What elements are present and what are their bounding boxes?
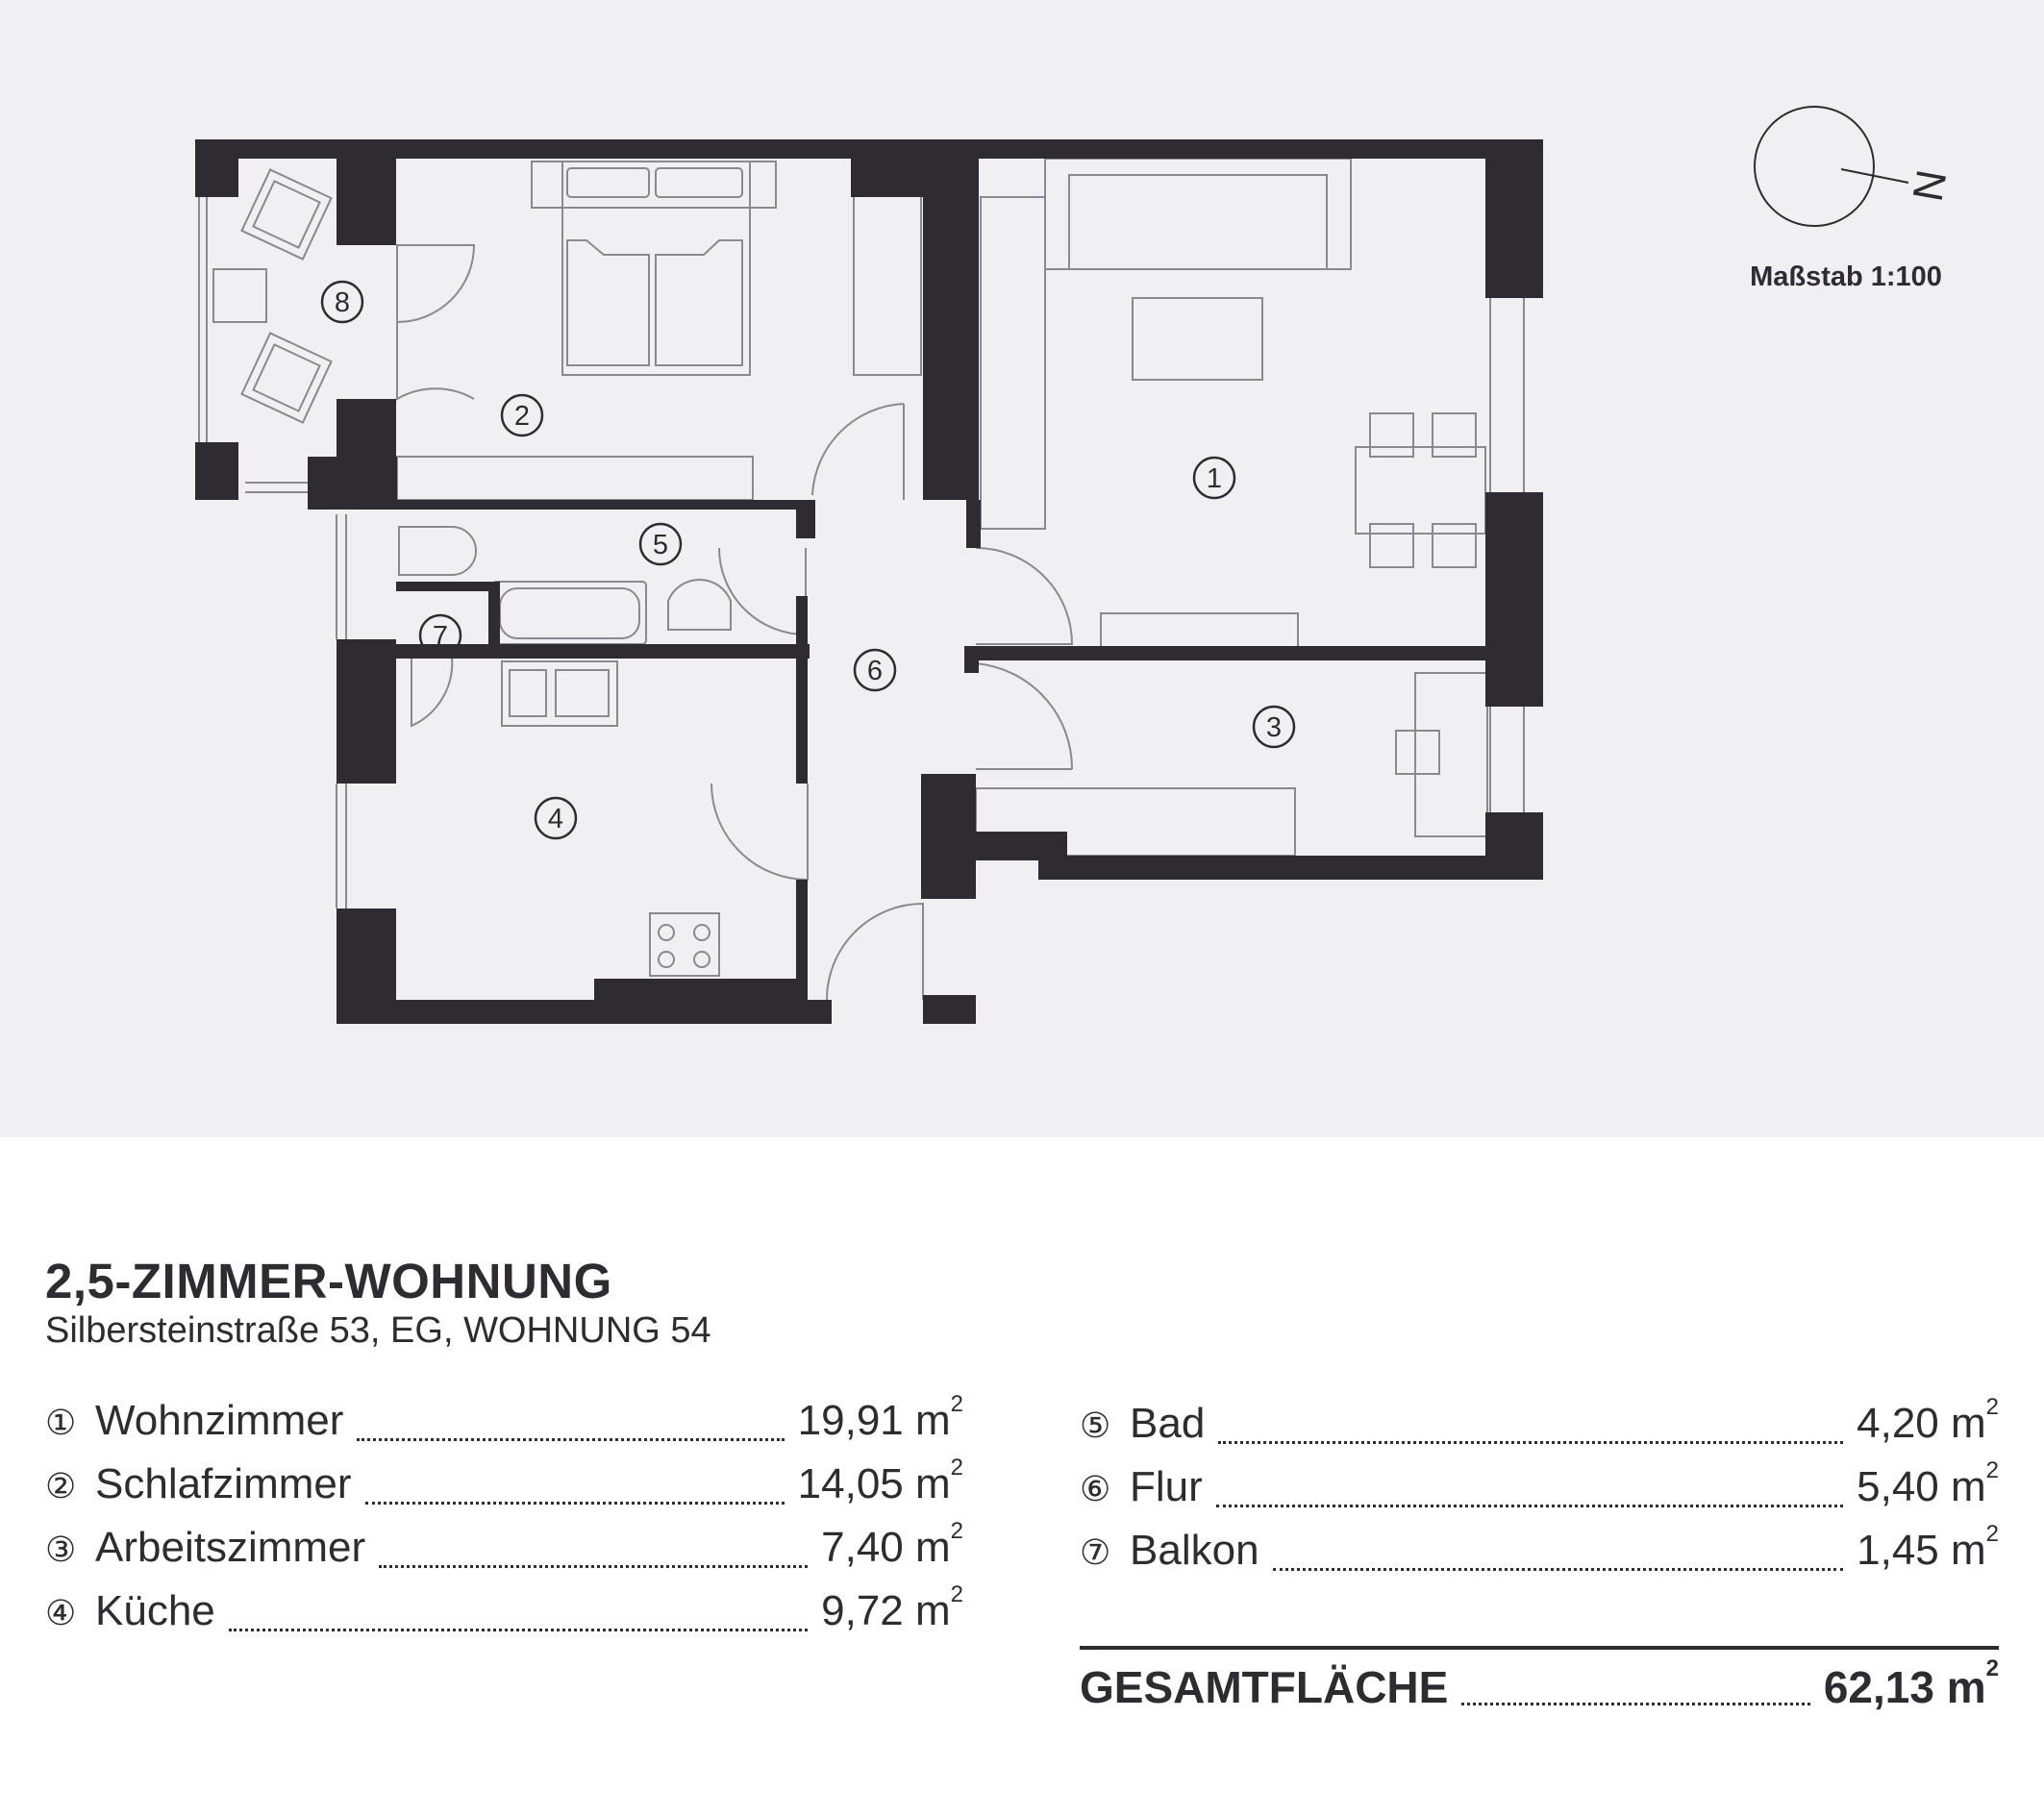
room-area: 5,40 $m^2$	[1857, 1457, 1999, 1510]
room-area: 4,20 $m^2$	[1857, 1394, 1999, 1447]
room-mark: ⑥	[1080, 1469, 1111, 1508]
armchair	[241, 169, 331, 259]
room-marker-8: 8	[334, 287, 351, 318]
leader-dots	[1216, 1505, 1843, 1507]
room-area: 1,45 $m^2$	[1857, 1521, 1999, 1574]
leader-dots	[365, 1502, 785, 1505]
room-marker-3: 3	[1265, 712, 1283, 743]
north-label: N	[1903, 165, 1956, 205]
total-label: GESAMTFLÄCHE	[1080, 1662, 1449, 1712]
total-row	[1080, 1655, 1999, 1719]
room-row	[1080, 1521, 1999, 1584]
room-marker-5: 5	[652, 530, 669, 560]
room-marker-6: 6	[866, 656, 884, 686]
room-name: Flur	[1130, 1463, 1203, 1510]
room-area: 9,72 $m^2$	[821, 1581, 963, 1634]
room-area: 7,40 $m^2$	[821, 1518, 963, 1571]
leader-dots	[1218, 1441, 1843, 1444]
room-mark: ⑦	[1080, 1532, 1111, 1572]
room-name: Balkon	[1130, 1527, 1259, 1574]
unit-info-panel	[0, 1137, 2044, 1817]
room-marker-7: 7	[432, 621, 449, 652]
room-row	[45, 1391, 963, 1455]
room-marker-4: 4	[547, 804, 564, 834]
room-mark: ①	[45, 1403, 77, 1442]
room-row	[45, 1581, 963, 1645]
room-row	[1080, 1457, 1999, 1521]
room-area: 19,91 $m^2$	[797, 1391, 963, 1444]
leader-dots	[357, 1438, 784, 1441]
total-divider	[1080, 1646, 1999, 1650]
scale-label: Maßstab 1:100	[1750, 261, 1942, 292]
unit-address: Silbersteinstraße 53, EG, WOHNUNG 54	[45, 1310, 711, 1351]
room-mark: ②	[45, 1466, 77, 1506]
room-row	[45, 1455, 963, 1518]
room-marker-2: 2	[513, 401, 531, 432]
room-mark: ⑤	[1080, 1406, 1111, 1445]
room-name: Bad	[1130, 1400, 1206, 1447]
leader-dots	[1273, 1568, 1844, 1571]
unit-title: 2,5-ZIMMER-WOHNUNG	[45, 1254, 612, 1308]
room-name: Küche	[95, 1587, 215, 1634]
room-area: 14,05 $m^2$	[797, 1455, 963, 1507]
leader-dots	[1461, 1703, 1810, 1705]
room-marker-1: 1	[1206, 463, 1223, 494]
room-name: Schlafzimmer	[95, 1460, 352, 1507]
room-row	[1080, 1394, 1999, 1457]
room-mark: ④	[45, 1593, 77, 1632]
north-compass-icon	[1755, 107, 1908, 226]
room-mark: ③	[45, 1530, 77, 1569]
room-row	[45, 1518, 963, 1581]
room-name: Wohnzimmer	[95, 1397, 344, 1444]
total-area: 62,13 $m^2$	[1823, 1655, 1999, 1712]
leader-dots	[379, 1565, 808, 1568]
leader-dots	[229, 1629, 808, 1631]
room-name: Arbeitszimmer	[95, 1524, 366, 1571]
